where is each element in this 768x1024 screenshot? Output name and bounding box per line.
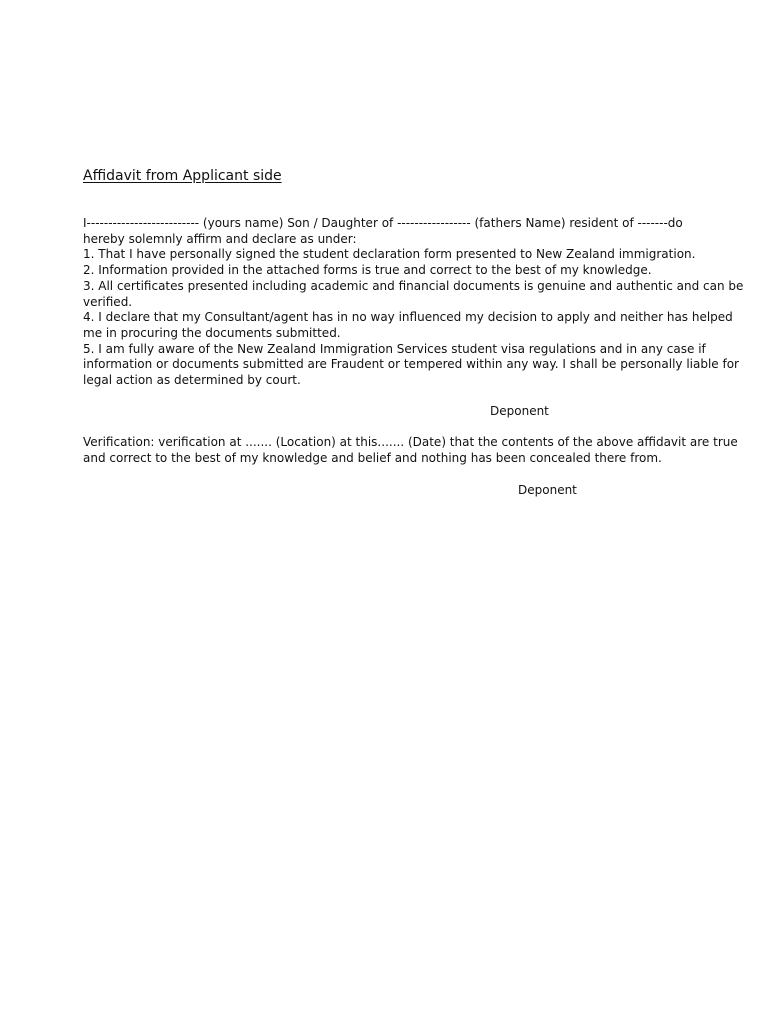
intro-line-2: hereby solemnly affirm and declare as under:: [83, 231, 357, 246]
declaration-3-line-1: 3. All certificates presented including academic and financial documents is genuine and authentic and can be: [83, 278, 744, 293]
declaration-4-line-1: 4. I declare that my Consultant/agent has in no way influenced my decision to apply and neither has helped: [83, 310, 733, 325]
document-title: Affidavit from Applicant side: [83, 168, 282, 184]
declaration-2-line-1: 2. Information provided in the attached forms is true and correct to the best of my knowledge.: [83, 263, 652, 278]
declaration-3-line-2: verified.: [83, 294, 133, 309]
verification-line-1: Verification: verification at ....... (Location) at this....... (Date) that the contents of the above affidavit are true: [83, 435, 738, 449]
affidavit-body: [83, 216, 744, 389]
declaration-5-line-3: legal action as determined by court.: [83, 373, 301, 388]
deponent-signature-label: Deponent: [490, 404, 549, 418]
declaration-5-line-2: information or documents submitted are Fraudent or tempered within any way. I shall be personally liable for: [83, 357, 739, 372]
verification-line-2: and correct to the best of my knowledge and belief and nothing has been concealed there from.: [83, 450, 662, 465]
deponent-verification-label: Deponent: [518, 483, 577, 497]
declaration-4-line-2: me in procuring the documents submitted.: [83, 325, 341, 340]
declaration-5-line-1: 5. I am fully aware of the New Zealand Immigration Services student visa regulations and in any case if: [83, 341, 706, 356]
verification-paragraph: [83, 435, 738, 466]
declaration-1-line-1: 1. That I have personally signed the student declaration form presented to New Zealand immigration.: [83, 247, 696, 262]
intro-line-1: I-------------------------- (yours name) Son / Daughter of ----------------- (fathers Name) resident of -------do: [83, 216, 683, 230]
